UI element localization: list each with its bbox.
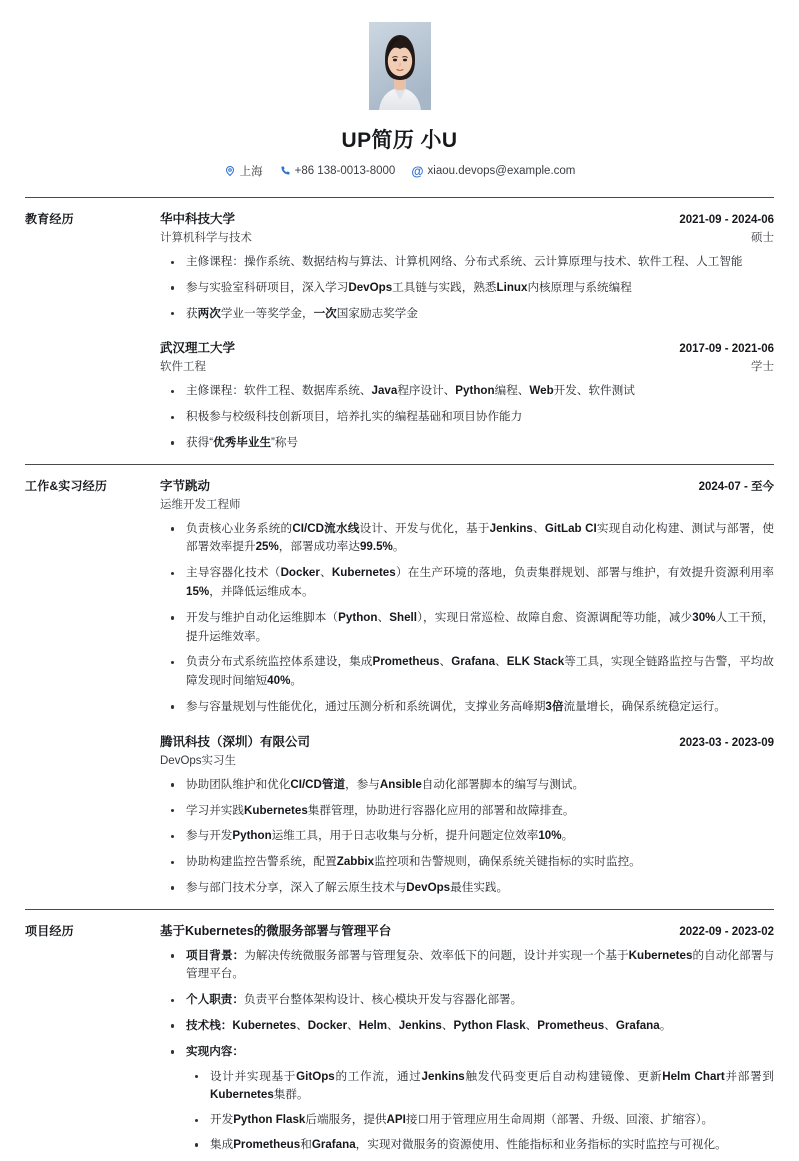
entry-header	[160, 209, 774, 227]
degree-label: 学士	[751, 361, 774, 374]
section-body	[160, 921, 774, 1161]
avatar	[369, 22, 431, 110]
bullet-list	[160, 776, 774, 898]
bullet-item: 参与容量规划与性能优化，通过压测分析和系统调优，支撑业务高峰期3倍流量增长，确保系统稳定运行。	[160, 698, 774, 717]
bullet-list	[160, 253, 774, 323]
bullet-item: 技术栈：Kubernetes、Docker、Helm、Jenkins、Python Flask、Prometheus、Grafana。	[160, 1017, 774, 1036]
bullet-item: 参与部门技术分享，深入了解云原生技术与DevOps最佳实践。	[160, 879, 774, 898]
entry-header	[160, 921, 774, 939]
contact-line	[224, 163, 576, 179]
contact-location	[224, 163, 263, 179]
experience-entry	[160, 338, 774, 452]
bullet-item: 项目背景：为解决传统微服务部署与管理复杂、效率低下的问题，设计并实现一个基于Kubernetes的自动化部署与管理平台。	[160, 947, 774, 985]
organization-name: 腾讯科技（深圳）有限公司	[160, 734, 311, 749]
degree-label: 硕士	[751, 232, 774, 244]
bullet-item: 参与实验室科研项目，深入学习DevOps工具链与实践，熟悉Linux内核原理与系统编程	[160, 279, 774, 298]
bullet-item: 获得“优秀毕业生”称号	[160, 434, 774, 453]
bullet-item: 积极参与校级科技创新项目，培养扎实的编程基础和项目协作能力	[160, 408, 774, 427]
bullet-item: 获两次学业一等奖学金，一次国家励志奖学金	[160, 305, 774, 324]
bullet-item: 主修课程：操作系统、数据结构与算法、计算机网络、分布式系统、云计算原理与技术、软件工程、人工智能	[160, 253, 774, 272]
experience-entry	[160, 921, 774, 1155]
section-3	[25, 909, 774, 1161]
date-range: 2023-03 - 2023-09	[679, 736, 774, 749]
bullet-item: 协助团队维护和优化CI/CD管道，参与Ansible自动化部署脚本的编写与测试。	[160, 776, 774, 795]
bullet-list	[160, 520, 774, 717]
at-icon: @	[411, 164, 424, 179]
entry-header	[160, 338, 774, 356]
sub-bullet-list	[186, 1068, 774, 1155]
sub-bullet-item: 设计并实现基于GitOps的工作流，通过Jenkins触发代码变更后自动构建镜像、更新Helm Chart并部署到Kubernetes集群。	[186, 1068, 774, 1106]
bullet-list	[160, 382, 774, 452]
bullet-item: 主修课程：软件工程、数据库系统、Java程序设计、Python编程、Web开发、软件测试	[160, 382, 774, 401]
section-body	[160, 476, 774, 898]
bullet-item: 实现内容： 设计并实现基于GitOps的工作流，通过Jenkins触发代码变更后自动构建镜像、更新Helm Chart并部署到Kubernetes集群。 开发Python Flask后端服务，提供API接口用于管理应用生命周期（部署、升级、回滚、扩缩容）。 集成Prometheus和Grafana，实现对微服务的资源使用、性能指标和业务指标的实时监控与可视化。	[160, 1043, 774, 1155]
entry-subheader	[160, 229, 774, 245]
entry-header	[160, 732, 774, 750]
entry-subheader	[160, 496, 774, 512]
email-text: xiaou.devops@example.com	[427, 165, 576, 177]
location-text: 上海	[239, 166, 263, 178]
organization-name: 字节跳动	[160, 478, 211, 493]
section-2	[25, 464, 774, 898]
resume-header	[25, 0, 774, 179]
section-body	[160, 209, 774, 453]
bullet-item: 主导容器化技术（Docker、Kubernetes）在生产环境的落地，负责集群规划、部署与维护，有效提升资源利用率15%，并降低运维成本。	[160, 564, 774, 602]
phone-text: +86 138-0013-8000	[294, 165, 396, 177]
entry-subheader	[160, 358, 774, 374]
role-title: 软件工程	[160, 361, 206, 374]
date-range: 2021-09 - 2024-06	[679, 214, 774, 226]
bullet-item: 学习并实践Kubernetes集群管理，协助进行容器化应用的部署和故障排查。	[160, 802, 774, 821]
role-title: 计算机科学与技术	[160, 232, 252, 244]
organization-name: 华中科技大学	[160, 212, 236, 226]
page-title: UP简历 小U	[341, 129, 458, 152]
experience-entry	[160, 209, 774, 323]
experience-entry	[160, 476, 774, 717]
entry-subheader	[160, 752, 774, 768]
bullet-item: 负责核心业务系统的CI/CD流水线设计、开发与优化，基于Jenkins、GitLab CI实现自动化构建、测试与部署，使部署效率提升25%，部署成功率达99.5%。	[160, 520, 774, 558]
entry-header	[160, 476, 774, 494]
sub-bullet-item: 集成Prometheus和Grafana，实现对微服务的资源使用、性能指标和业务指标的实时监控与可视化。	[186, 1136, 774, 1155]
section-label: 项目经历	[25, 923, 74, 938]
section-1	[25, 197, 774, 453]
organization-name: 武汉理工大学	[160, 341, 236, 356]
phone-icon	[279, 165, 291, 177]
bullet-item: 参与开发Python运维工具，用于日志收集与分析，提升问题定位效率10%。	[160, 827, 774, 846]
resume-sections	[25, 197, 774, 1161]
date-range: 2022-09 - 2023-02	[679, 925, 774, 938]
bullet-list	[160, 947, 774, 1155]
bullet-item: 负责分布式系统监控体系建设，集成Prometheus、Grafana、ELK Stack等工具，实现全链路监控与告警，平均故障发现时间缩短40%。	[160, 653, 774, 691]
section-label: 工作&实习经历	[25, 478, 108, 493]
map-pin-icon	[224, 165, 236, 177]
date-range: 2017-09 - 2021-06	[679, 343, 774, 356]
date-range: 2024-07 - 至今	[698, 480, 774, 493]
section-label: 教育经历	[25, 212, 74, 226]
experience-entry	[160, 732, 774, 898]
bullet-item: 开发与维护自动化运维脚本（Python、Shell），实现日常巡检、故障自愈、资源调配等功能，减少30%人工干预，提升运维效率。	[160, 609, 774, 647]
bullet-item: 个人职责：负责平台整体架构设计、核心模块开发与容器化部署。	[160, 991, 774, 1010]
organization-name: 基于Kubernetes的微服务部署与管理平台	[160, 923, 392, 938]
contact-email	[411, 165, 575, 178]
role-title: DevOps实习生	[160, 754, 237, 767]
role-title: 运维开发工程师	[160, 498, 241, 511]
contact-phone	[279, 165, 396, 177]
sub-bullet-item: 开发Python Flask后端服务，提供API接口用于管理应用生命周期（部署、升级、回滚、扩缩容）。	[186, 1111, 774, 1130]
bullet-item: 协助构建监控告警系统，配置Zabbix监控项和告警规则，确保系统关键指标的实时监控。	[160, 853, 774, 872]
